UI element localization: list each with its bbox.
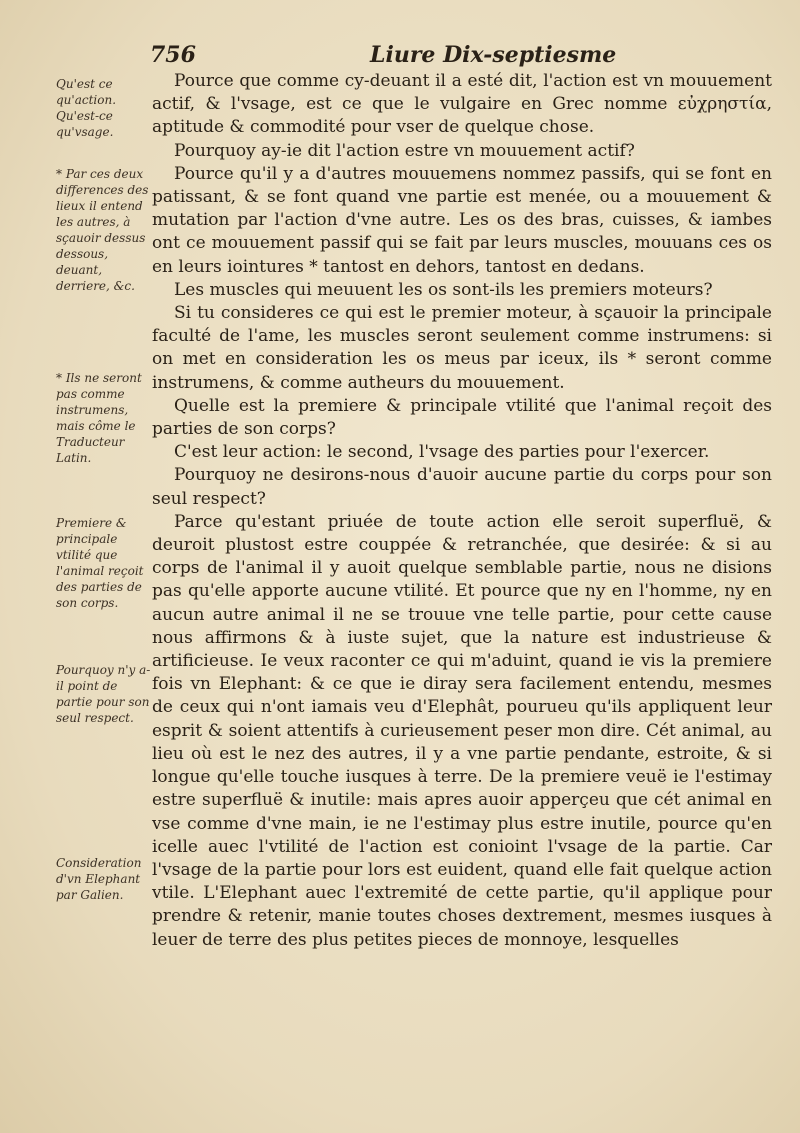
- margin-note: * Par ces deux differences des lieux il entend les autres, à sçauoir dessus dessous, deuant, derriere, &c.: [56, 167, 149, 293]
- paragraph: Pourquoy ay-ie dit l'action estre vn mouuement actif?: [174, 140, 635, 161]
- margin-note: Pourquoy n'y a-il point de partie pour son seul respect.: [56, 663, 151, 725]
- margin-note: Qu'est ce qu'action. Qu'est-ce qu'vsage.: [56, 77, 117, 139]
- paragraph: Les muscles qui meuuent les os sont-ils les premiers moteurs?: [174, 279, 713, 300]
- paragraph: Si tu consideres ce qui est le premier moteur, à sçauoir la principale faculté de l'ame, les muscles seront seulement comme instrumens: si on met en consideration les os meus par iceux, ils * seront comme instrumens, & comme autheurs du mouuement.: [152, 303, 772, 393]
- paragraph: Pource que comme cy-deuant il a esté dit, l'action est vn mouuement actif, & l'vsage, est ce que le vulgaire en Grec nomme εὐχρηστία, aptitude & commodité pour vser de quelque chose.: [152, 71, 772, 138]
- paragraph: Parce qu'estant priuée de toute action elle seroit superfluë, & deuroit plustost estre couppée & retranchée, que desirée: & si au corps de l'animal il y auoit quelque semblable partie, nous ne disions pas qu'elle apporte aucune vtilité. Et pource que ny en l'homme, ny en aucun autre animal il ne se trouue vne telle partie, pour cette cause nous affirmons & à iuste sujet, que la nature est industrieuse & artificieuse. Ie veux raconter ce qui m'aduint, quand ie vis la premiere fois vn Elephant: & ce que ie diray sera facilement entendu, mesmes de ceux qui n'ont iamais veu d'Elephât, pourueu qu'ils appliquent leur esprit & soient attentifs à curieusement peser mon dire. Cét animal, au lieu où est le nez des autres, il y a vne partie pendante, estroite, & si longue qu'elle touche iusques à terre. De la premiere veuë ie l'estimay estre superfluë & inutile: mais apres auoir apperçeu que cét animal en vse comme d'vne main, ie ne l'estimay plus estre inutile, pource qu'en icelle auec l'vtilité de l'action est conioint l'vsage de la partie. Car l'vsage de la partie pour lors est euident, quand elle fait quelque action vtile. L'Elephant auec l'extremité de cette partie, qu'il applique pour prendre & retenir, manie toutes choses dextrement, mesmes iusques à leuer de terre des plus petites pieces de monnoye, lesquelles: [152, 511, 772, 950]
- margin-note: Premiere & principale vtilité que l'animal reçoit des parties de son corps.: [56, 516, 144, 610]
- body-text: [152, 70, 772, 952]
- paragraph: C'est leur action: le second, l'vsage des parties pour l'exercer.: [174, 442, 710, 463]
- page-number: 756: [150, 42, 196, 68]
- paragraph: Pourquoy ne desirons-nous d'auoir aucune partie du corps pour son seul respect?: [152, 465, 772, 509]
- margin-note: * Ils ne seront pas comme instrumens, mais côme le Traducteur Latin.: [56, 371, 142, 465]
- margin-note: Consideration d'vn Elephant par Galien.: [56, 856, 142, 902]
- paragraph: Pource qu'il y a d'autres mouuemens nommez passifs, qui se font en patissant, & se font quand vne partie est menée, ou a mouuement & mutation par l'action d'vne autre. Les os des bras, cuisses, & iambes ont ce mouuement passif qui se fait par leurs muscles, mouuans ces os en leurs iointures * tantost en dehors, tantost en dedans.: [152, 163, 772, 277]
- running-title: Liure Dix-septiesme: [370, 42, 617, 68]
- paragraph: Quelle est la premiere & principale vtilité que l'animal reçoit des parties de son corps?: [152, 395, 772, 440]
- page-header: [150, 42, 770, 72]
